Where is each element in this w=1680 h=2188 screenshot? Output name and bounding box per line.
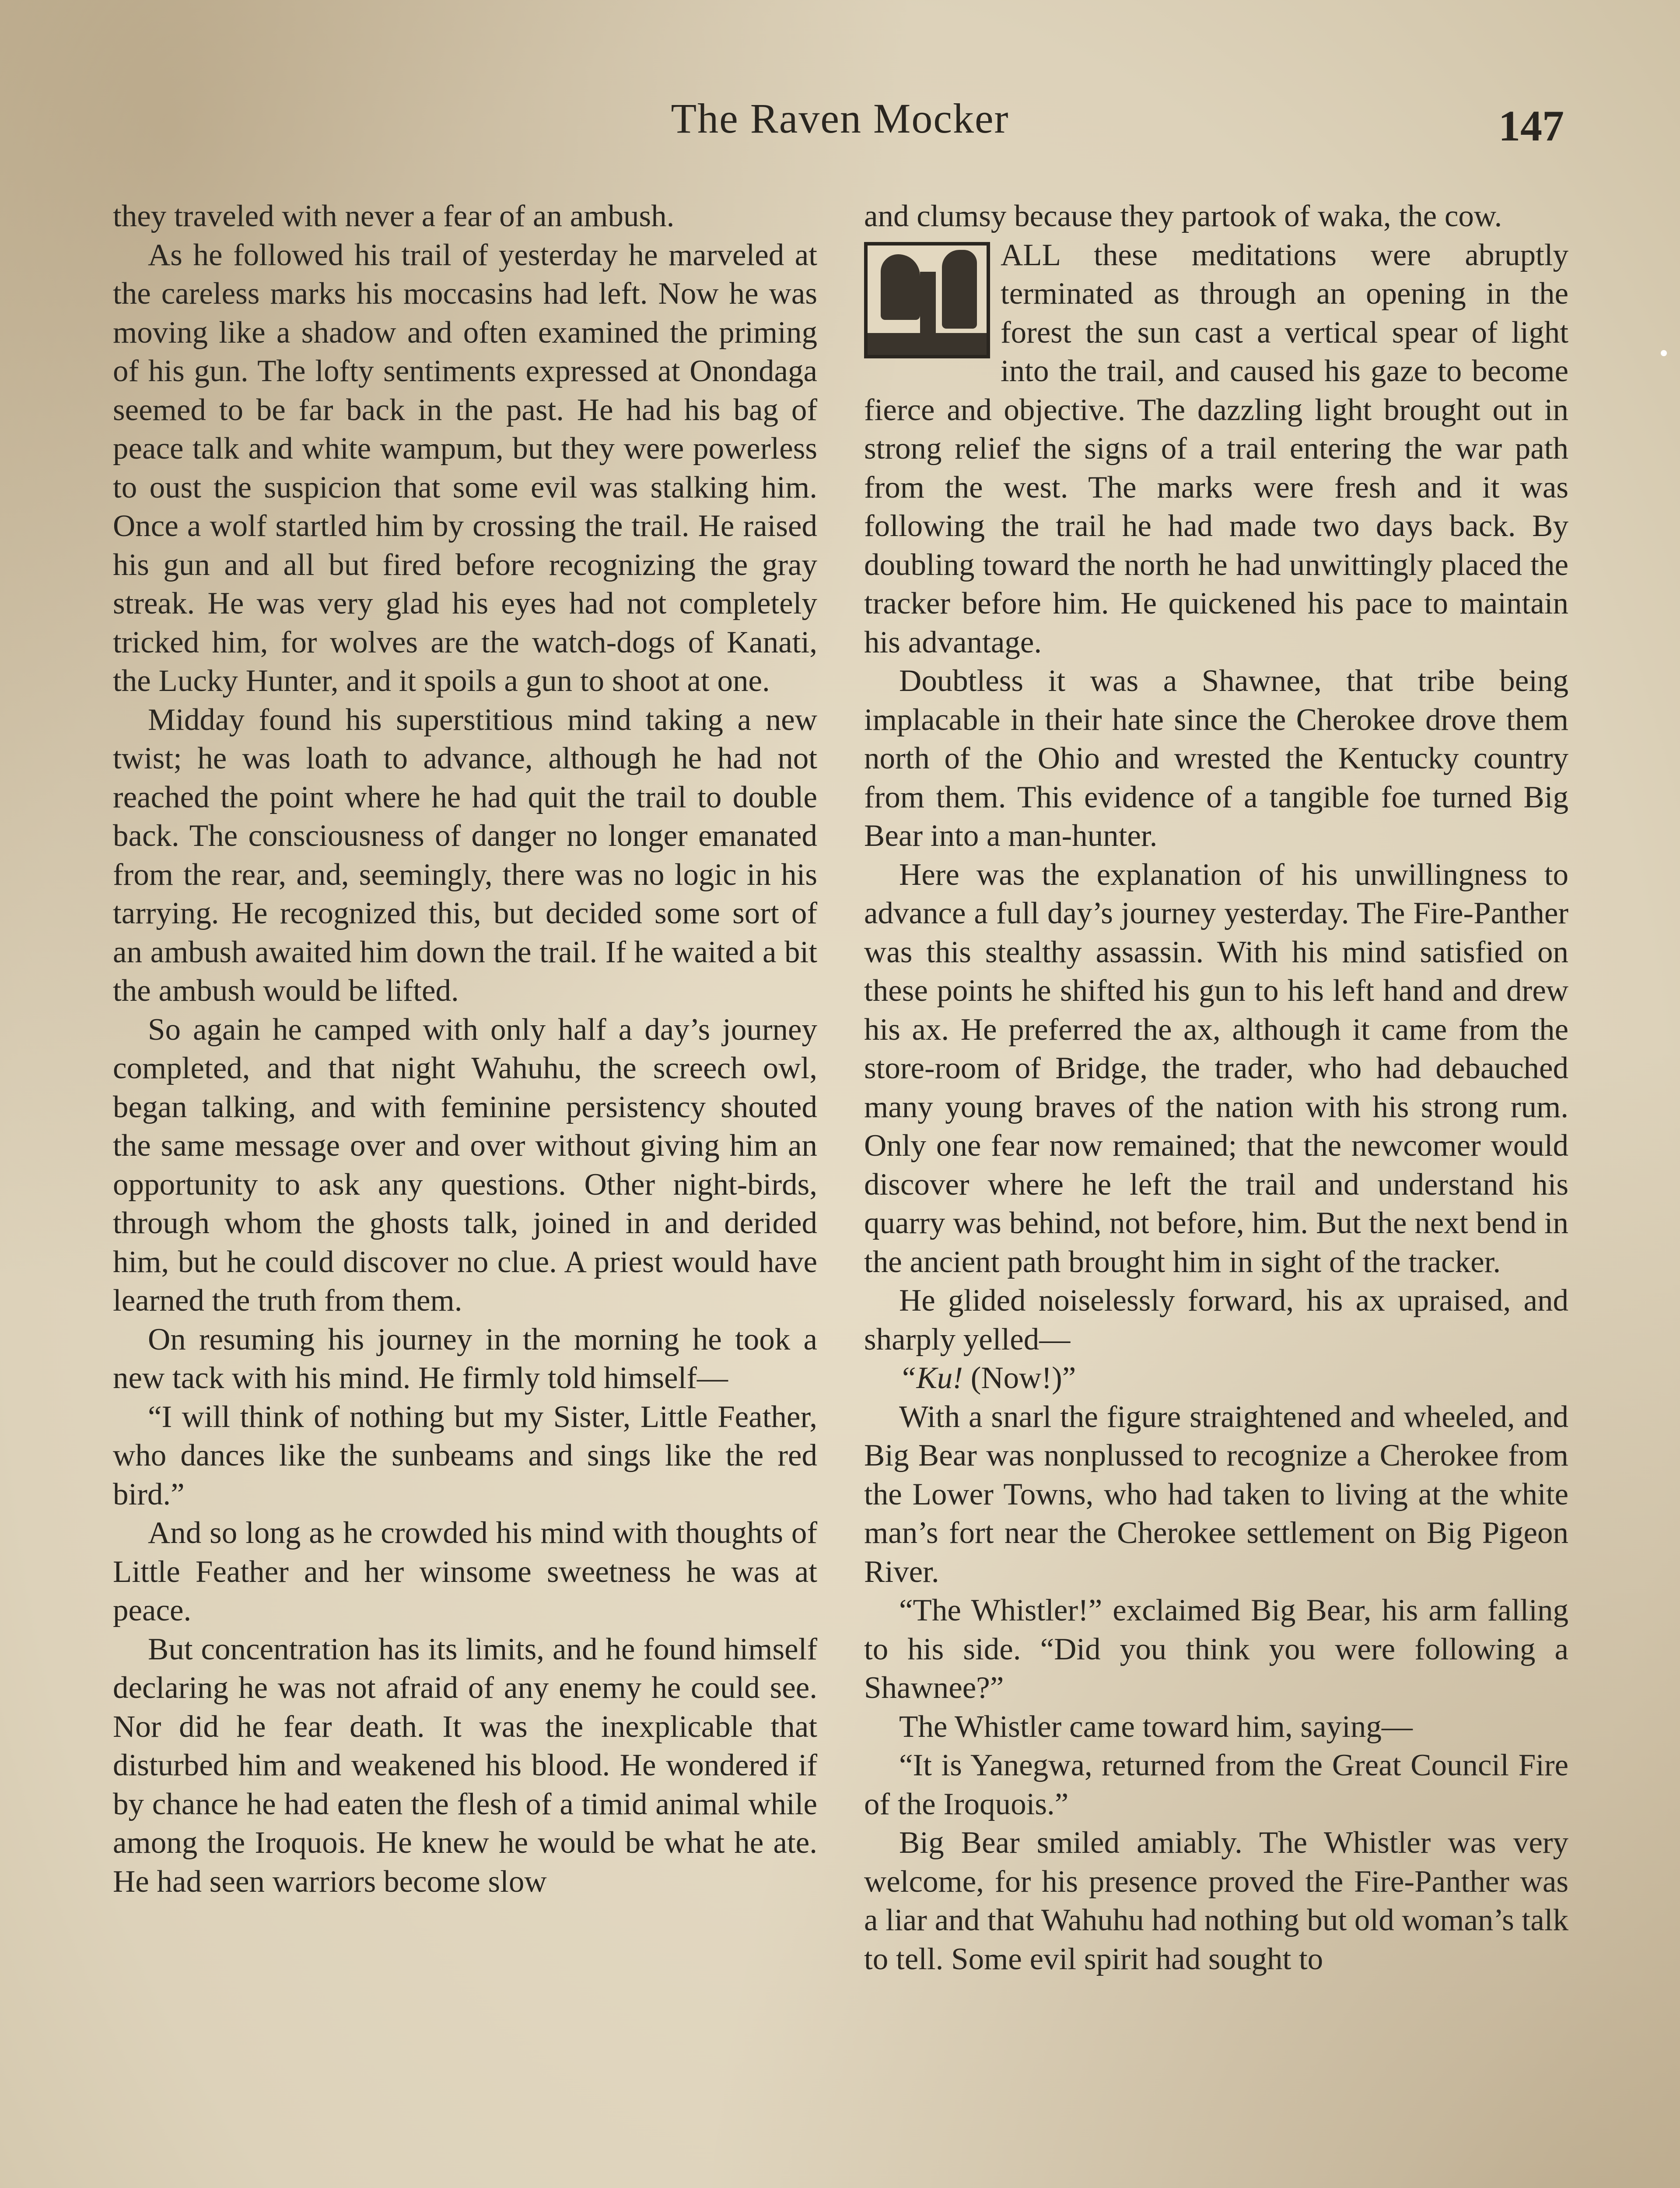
paragraph: “It is Yanegwa, returned from the Great Council Fire of the Iroquois.” <box>864 1748 1568 1821</box>
page-number: 147 <box>1498 102 1564 150</box>
paragraph: On resuming his journey in the morning he took a new tack with his mind. He firmly told himself— <box>113 1322 817 1395</box>
paragraph <box>864 1359 1568 1398</box>
italic-word: “Ku! <box>899 1361 963 1395</box>
forest-dropcap-illustration-icon <box>864 242 990 358</box>
paragraph: “I will think of nothing but my Sister, Little Feather, who dances like the sunbeams and sings like the red bird.” <box>113 1399 817 1511</box>
paragraph: The Whistler came toward him, saying— <box>899 1709 1413 1744</box>
paragraph-rest: (Now!)” <box>963 1361 1076 1395</box>
paragraph: So again he camped with only half a day’s journey completed, and that night Wahuhu, the screech owl, began talking, and with feminine persistency shouted the same message over and over without giving him an opportunity to ask any questions. Other night-birds, through whom the ghosts talk, joined in and derided him, but he could discover no clue. A priest would have learned the truth from them. <box>113 1012 817 1318</box>
paragraph: Big Bear smiled amiably. The Whistler was very welcome, for his presence proved the Fire-Panther was a liar and that Wahuhu had nothing but old woman’s talk to tell. Some evil spirit had sought to <box>864 1826 1568 1976</box>
running-title: The Raven Mocker <box>671 95 1009 142</box>
paragraph: But concentration has its limits, and he found himself declaring he was not afraid of any enemy he could see. Nor did he fear death. It was the inexplicable that disturbed him and weakened his blood. He wondered if by chance he had eaten the flesh of a timid animal while among the Iroquois. He knew he would be what he ate. He had seen warriors become slow <box>113 1632 817 1899</box>
paragraph: With a snarl the figure straightened and wheeled, and Big Bear was nonplussed to recognize a Cherokee from the Lower Towns, who had taken to living at the white man’s fort near the Cherokee settlement on Big Pigeon River. <box>864 1399 1568 1589</box>
paragraph: ALL these meditations were abruptly terminated as through an opening in the forest the sun cast a vertical spear of light into the trail, and caused his gaze to become fierce and objective. The dazzling light brought out in strong relief the signs of a trail entering the war path from the west. The marks were fresh and it was following the trail he had made two days back. By doubling toward the north he had unwittingly placed the tracker before him. He quickened his pace to maintain his advantage. <box>864 238 1568 659</box>
right-column <box>864 197 1568 1978</box>
paragraph: And so long as he crowded his mind with thoughts of Little Feather and her winsome sweetness he was at peace. <box>113 1516 817 1627</box>
left-column <box>113 197 817 1901</box>
paragraph: He glided noiselessly forward, his ax upraised, and sharply yelled— <box>864 1283 1568 1357</box>
paragraph: and clumsy because they partook of waka, the cow. <box>864 199 1502 233</box>
scan-speck <box>1661 350 1667 356</box>
paragraph: Here was the explanation of his unwillingness to advance a full day’s journey yesterday. The Fire-Panther was this stealthy assassin. With his mind satisfied on these points he shifted his gun to his left hand and drew his ax. He preferred the ax, although it came from the store-room of Bridge, the trader, who had debauched many young braves of the nation with his strong rum. Only one fear now remained; that the newcomer would discover where he left the trail and understand his quarry was behind, not before, him. But the next bend in the ancient path brought him in sight of the tracker. <box>864 857 1568 1279</box>
paragraph: As he followed his trail of yesterday he marveled at the careless marks his moccasins had left. Now he was moving like a shadow and often examined the priming of his gun. The lofty sentiments expressed at Onondaga seemed to be far back in the past. He had his bag of peace talk and white wampum, but they were powerless to oust the suspicion that some evil was stalking him. Once a wolf startled him by crossing the trail. He raised his gun and all but fired before recognizing the gray streak. He was very glad his eyes had not completely tricked him, for wolves are the watch-dogs of Kanati, the Lucky Hunter, and it spoils a gun to shoot at one. <box>113 238 817 698</box>
paragraph: Doubtless it was a Shawnee, that tribe being implacable in their hate since the Cherokee drove them north of the Ohio and wrested the Kentucky country from them. This evidence of a tangible foe turned Big Bear into a man-hunter. <box>864 664 1568 853</box>
paragraph: “The Whistler!” exclaimed Big Bear, his arm falling to his side. “Did you think you were following a Shawnee?” <box>864 1593 1568 1705</box>
paragraph: they traveled with never a fear of an ambush. <box>113 199 675 233</box>
paragraph: Midday found his superstitious mind taking a new twist; he was loath to advance, although he had not reached the point where he had quit the trail to double back. The consciousness of danger no longer emanated from the rear, and, seemingly, there was no logic in his tarrying. He recognized this, but decided some sort of an ambush awaited him down the trail. If he waited a bit the ambush would be lifted. <box>113 702 817 1008</box>
